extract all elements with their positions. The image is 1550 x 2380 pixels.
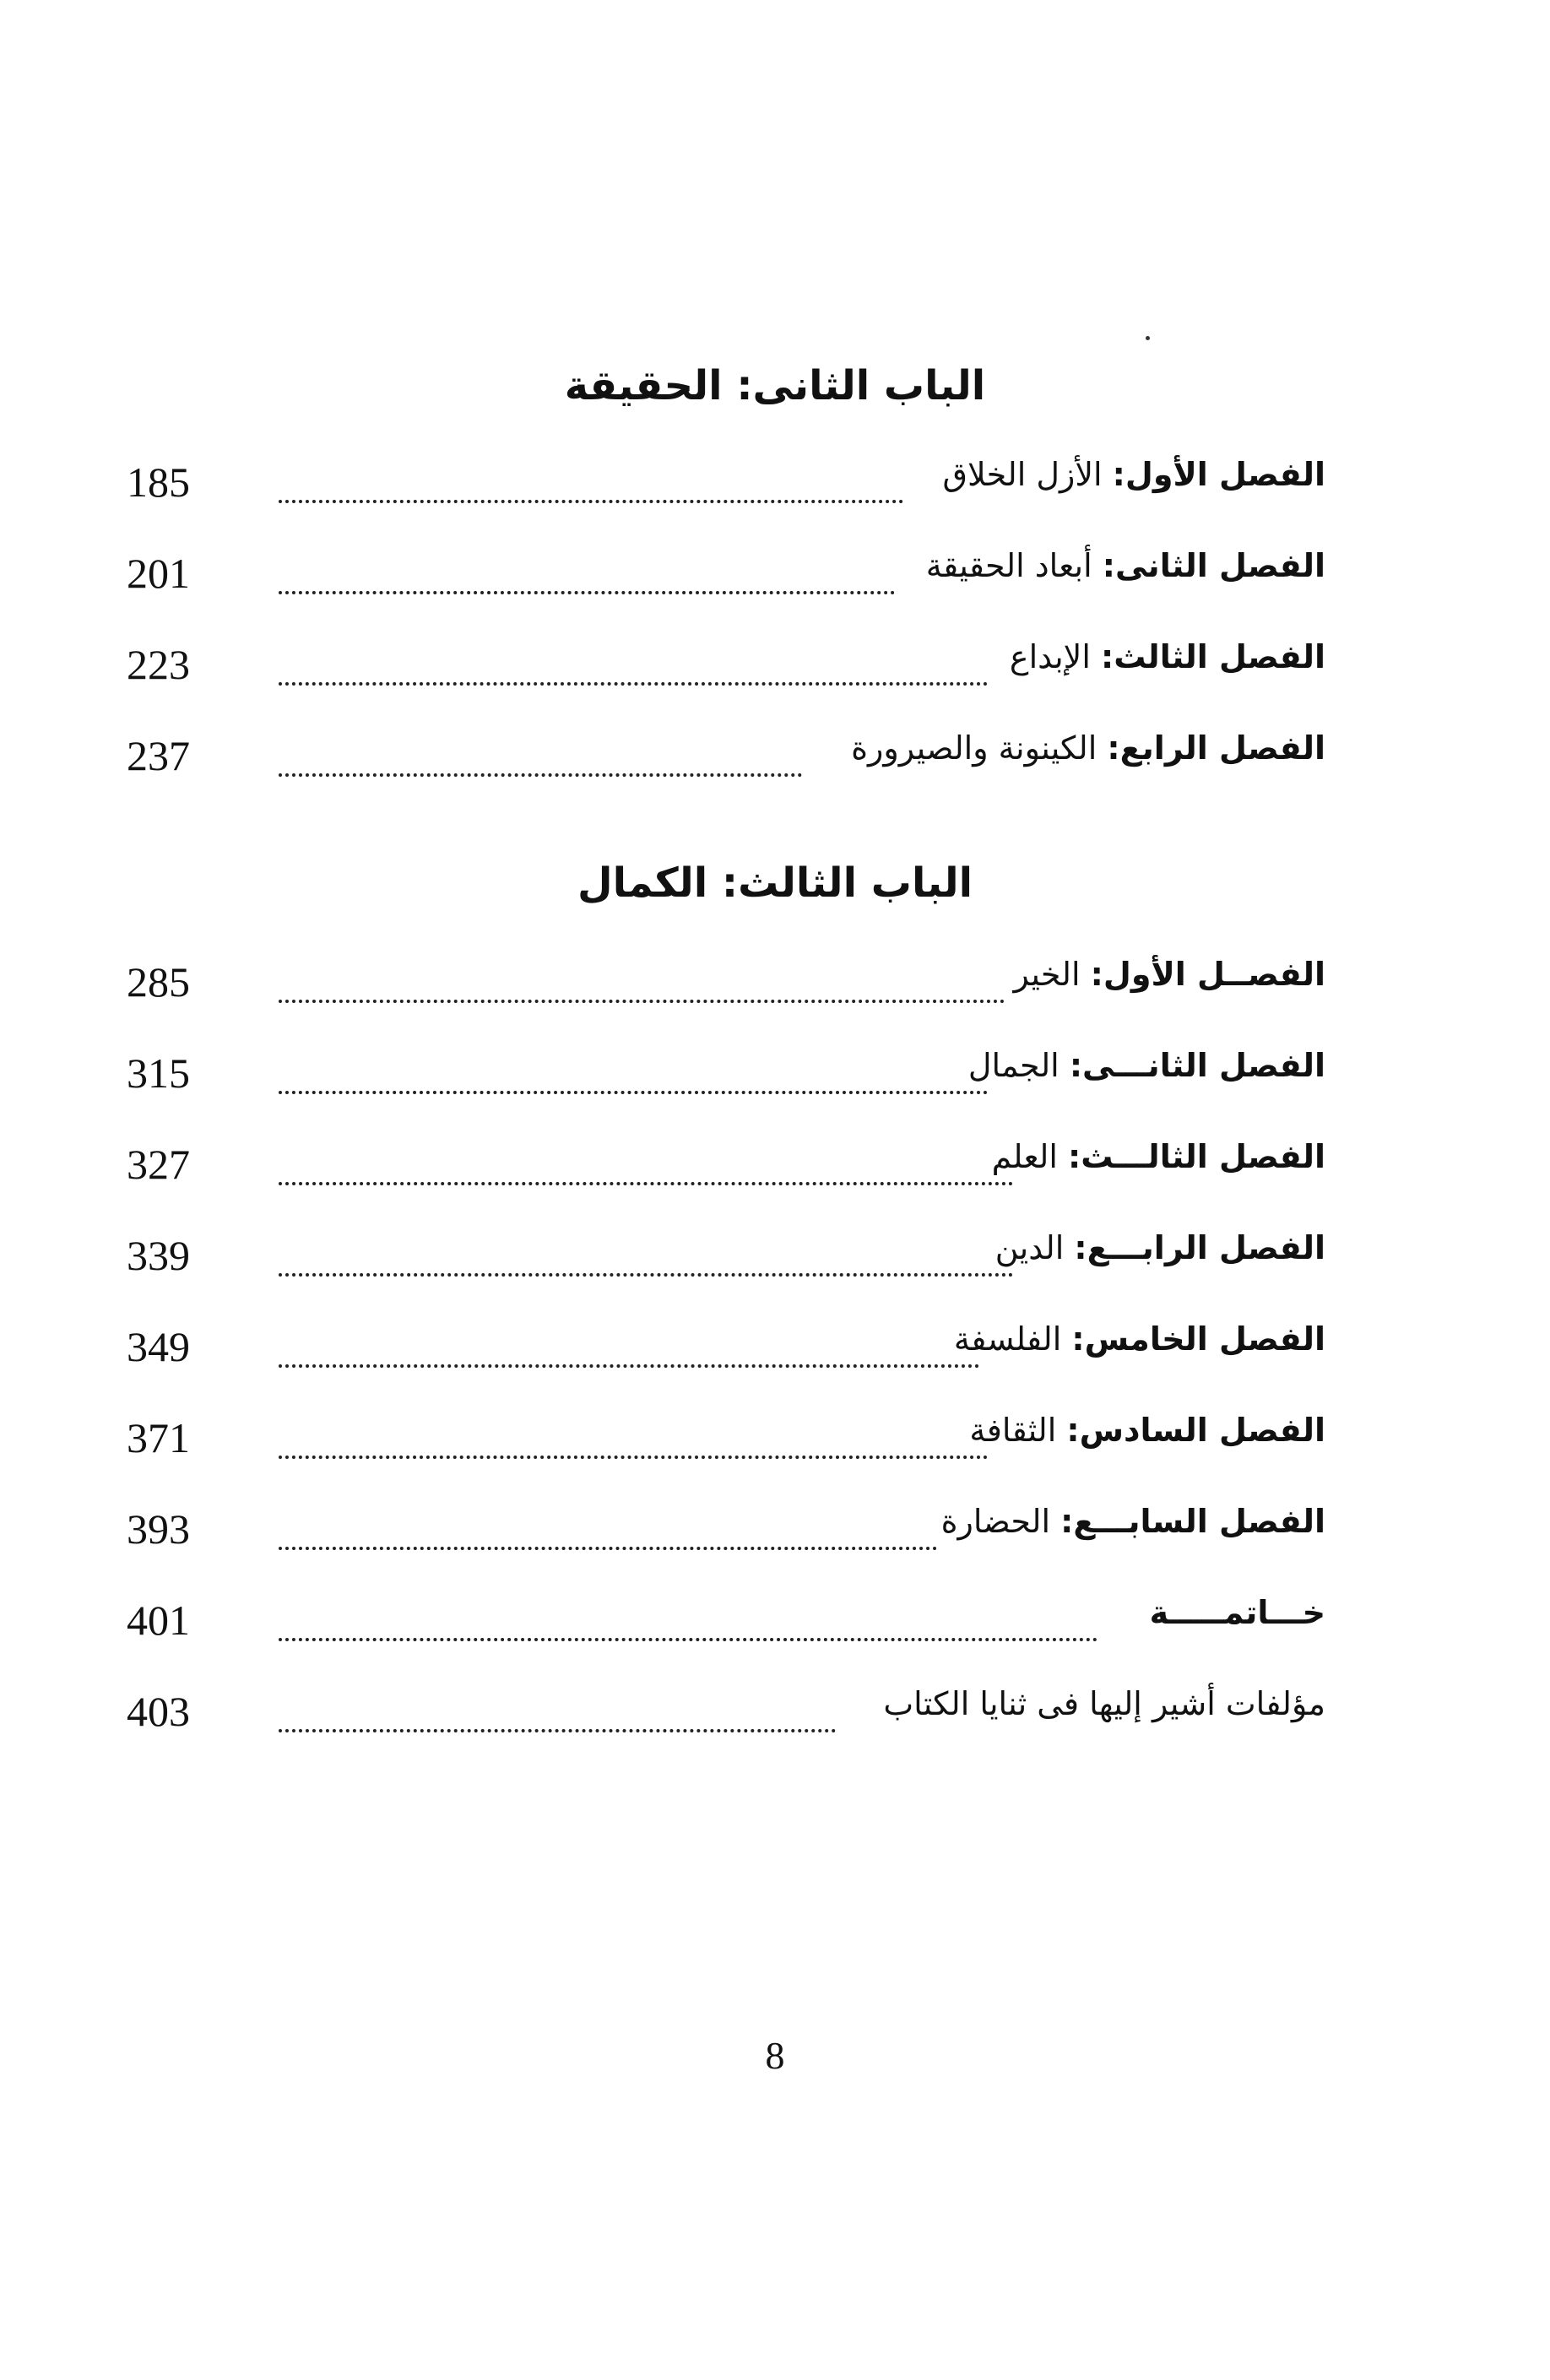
toc-entry <box>127 547 1325 606</box>
page-number: 8 <box>765 2034 785 2077</box>
entry-page-number: 285 <box>127 958 190 1006</box>
entry-label <box>923 547 1325 586</box>
toc-entry <box>127 1138 1325 1197</box>
entry-chapter: الفصل الأول: <box>1112 456 1325 493</box>
entry-chapter: الفصل الخامس: <box>1071 1320 1325 1358</box>
entry-topic: الجمال <box>967 1047 1060 1084</box>
dot-leader <box>279 1182 1013 1185</box>
part-title-perfection: الباب الثالث: الكمال <box>577 859 973 907</box>
dot-leader <box>279 1729 836 1732</box>
entry-label <box>848 729 1325 768</box>
entry-chapter: الفصل السادس: <box>1066 1412 1325 1449</box>
entry-chapter: الفصل السابـــع: <box>1060 1503 1325 1540</box>
entry-label <box>992 1229 1325 1268</box>
toc-entry <box>127 956 1325 1015</box>
entry-topic: الثقافة <box>969 1412 1057 1449</box>
toc-entry <box>127 1320 1325 1380</box>
dot-leader <box>279 1273 1013 1277</box>
toc-entry <box>127 1503 1325 1562</box>
entry-label <box>989 1138 1325 1177</box>
entry-chapter: الفصل الرابع: <box>1107 729 1325 767</box>
entry-chapter: الفصل الرابـــع: <box>1074 1229 1325 1266</box>
entry-label <box>1010 956 1325 995</box>
dot-leader <box>279 591 895 594</box>
entry-page-number: 327 <box>127 1141 190 1188</box>
entry-page-number: 223 <box>127 641 190 688</box>
dot-leader <box>279 500 903 503</box>
entry-label <box>965 1047 1325 1086</box>
entry-topic: العلم <box>991 1138 1058 1175</box>
toc-entry <box>127 638 1325 697</box>
entry-label <box>951 1320 1325 1359</box>
dot-leader <box>279 1091 988 1094</box>
toc-entry <box>127 729 1325 789</box>
toc-entry <box>127 1047 1325 1106</box>
entry-topic: الفلسفة <box>953 1320 1062 1358</box>
entry-topic: أبعاد الحقيقة <box>925 547 1092 584</box>
entry-chapter: الفصل الثانـــى: <box>1069 1047 1325 1084</box>
dot-leader <box>279 1638 1097 1641</box>
entry-topic: الأزل الخلاق <box>942 456 1103 493</box>
part-title-truth: الباب الثانى: الحقيقة <box>564 362 986 409</box>
dot-leader <box>279 1456 988 1459</box>
entry-label <box>1006 638 1325 677</box>
entry-label <box>938 1503 1325 1542</box>
entry-page-number: 403 <box>127 1688 190 1735</box>
toc-entry <box>127 1685 1325 1744</box>
entry-topic: الدين <box>994 1229 1065 1266</box>
entry-label <box>1146 1594 1325 1633</box>
dot-leader <box>279 773 802 777</box>
entry-label <box>966 1412 1325 1450</box>
toc-entry <box>127 1229 1325 1288</box>
entry-page-number: 315 <box>127 1049 190 1097</box>
entry-page-number: 339 <box>127 1232 190 1279</box>
entry-label <box>880 1685 1325 1724</box>
dot-leader <box>279 1000 1005 1003</box>
toc-entry <box>127 1594 1325 1653</box>
entry-page-number: 185 <box>127 458 190 506</box>
entry-page-number: 201 <box>127 550 190 597</box>
toc-entry <box>127 1412 1325 1471</box>
entry-page-number: 371 <box>127 1414 190 1461</box>
entry-label <box>939 456 1325 495</box>
dot-leader <box>279 682 988 686</box>
entry-chapter: الفصل الثانى: <box>1102 547 1325 584</box>
entry-chapter: خـــاتمـــــة <box>1149 1594 1325 1631</box>
entry-page-number: 401 <box>127 1597 190 1644</box>
entry-page-number: 349 <box>127 1323 190 1370</box>
ink-speck <box>1146 336 1150 340</box>
entry-topic: الحضارة <box>940 1503 1051 1540</box>
dot-leader <box>279 1547 937 1550</box>
entry-topic: الكينونة والصيرورة <box>851 729 1097 767</box>
entry-topic: مؤلفات أشير إليها فى ثنايا الكتاب <box>883 1685 1325 1722</box>
entry-chapter: الفصل الثالـــث: <box>1068 1138 1325 1175</box>
entry-topic: الإبداع <box>1009 638 1091 675</box>
entry-page-number: 393 <box>127 1505 190 1553</box>
entry-page-number: 237 <box>127 732 190 779</box>
toc-entry <box>127 456 1325 515</box>
entry-chapter: الفصــل الأول: <box>1090 956 1325 993</box>
entry-topic: الخير <box>1013 956 1081 993</box>
dot-leader <box>279 1364 979 1368</box>
entry-chapter: الفصل الثالث: <box>1101 638 1325 675</box>
